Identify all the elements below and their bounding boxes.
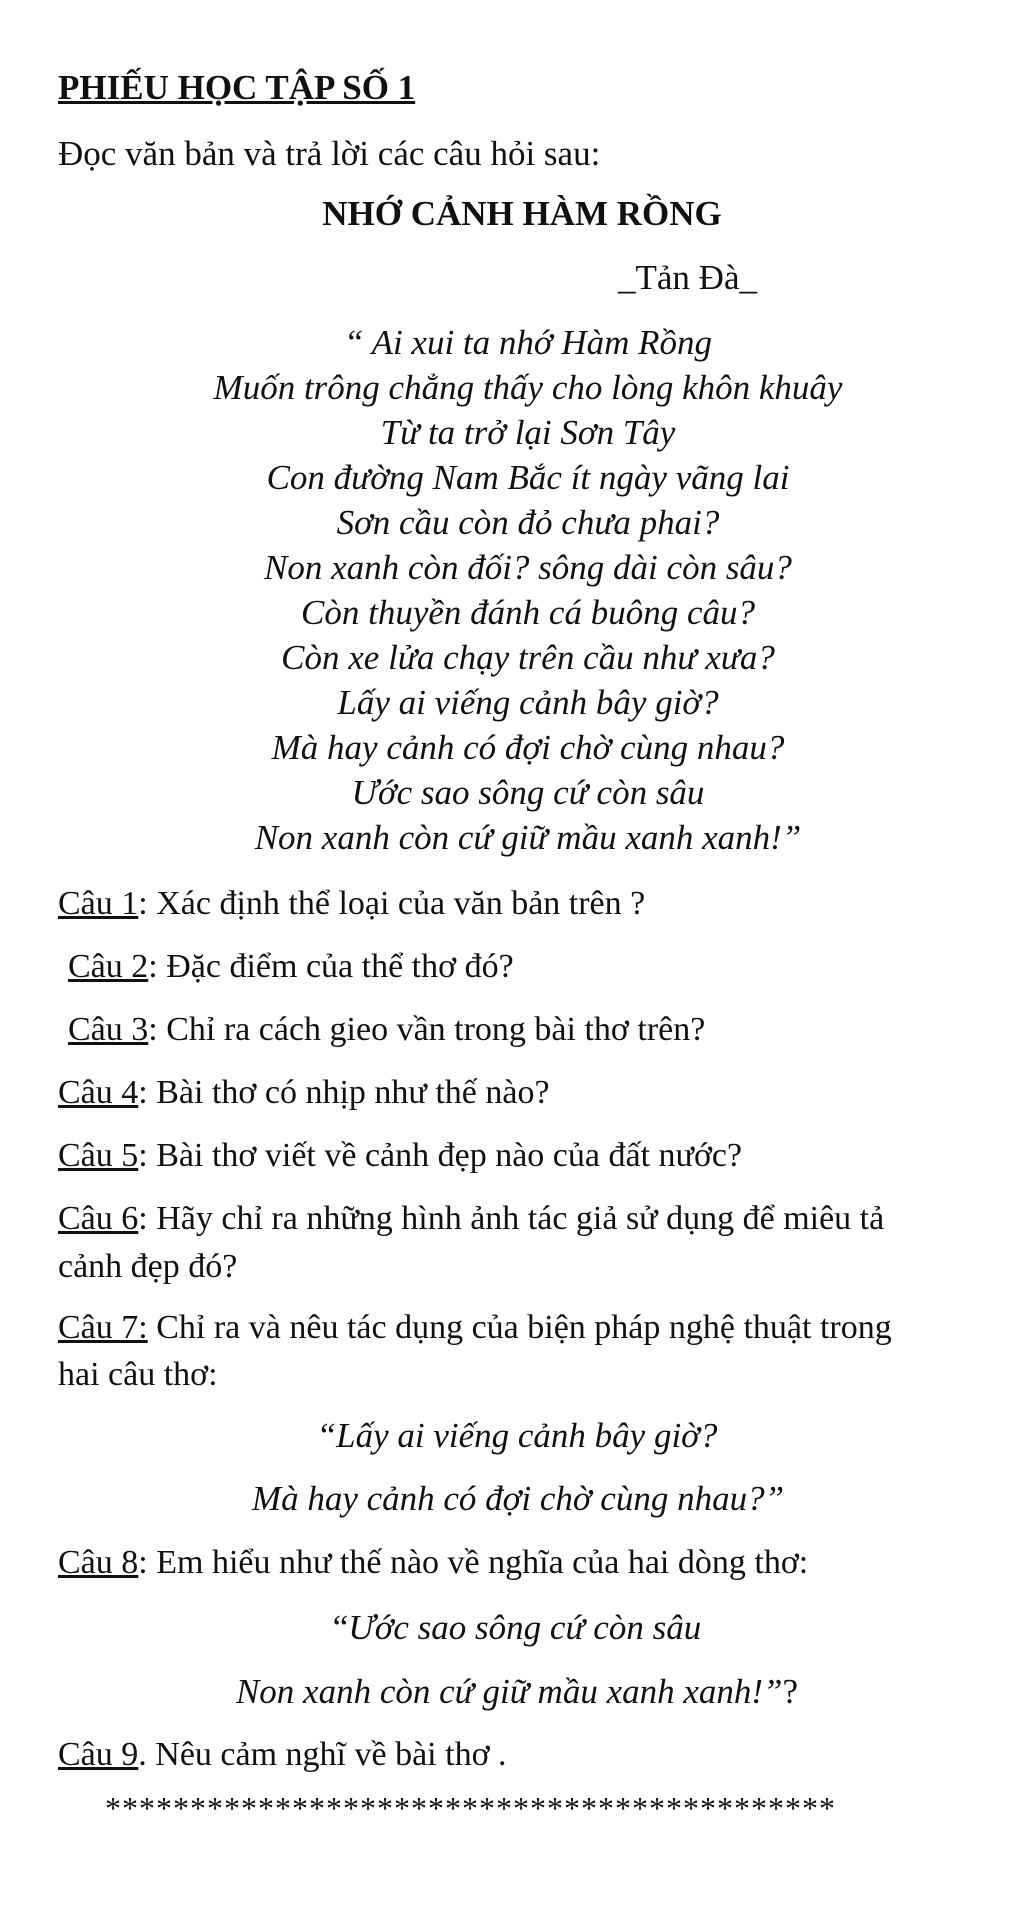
poem-line: Lấy ai viếng cảnh bây giờ? bbox=[337, 683, 719, 722]
poem-line: Con đường Nam Bắc ít ngày vãng lai bbox=[266, 458, 790, 497]
poem-line: Ước sao sông cứ còn sâu bbox=[351, 773, 705, 812]
poem-body bbox=[0, 320, 1024, 860]
question-label: Câu 4 bbox=[58, 1074, 139, 1111]
question-7-quote-line-2: Mà hay cảnh có đợi chờ cùng nhau?” bbox=[251, 1479, 785, 1518]
question-8-quote-line-2 bbox=[0, 1672, 1024, 1712]
question-6 bbox=[58, 1199, 1024, 1239]
question-text: Chỉ ra và nêu tác dụng của biện pháp nghệ thuật trong bbox=[147, 1309, 892, 1346]
question-label: Câu 6 bbox=[58, 1200, 139, 1237]
worksheet-title: PHIẾU HỌC TẬP SỐ 1 bbox=[58, 68, 416, 107]
poem-line: “ Ai xui ta nhớ Hàm Rồng bbox=[343, 323, 713, 362]
question-text: : Hãy chỉ ra những hình ảnh tác giả sử dụng để miêu tả bbox=[138, 1200, 885, 1237]
poem-line: Non xanh còn đối? sông dài còn sâu? bbox=[264, 548, 792, 587]
question-label: Câu 5 bbox=[58, 1137, 139, 1174]
question-9 bbox=[58, 1735, 1024, 1775]
question-8-quote-line-1 bbox=[0, 1608, 1024, 1648]
question-label: Câu 2 bbox=[68, 948, 149, 985]
question-text: : Đặc điểm của thể thơ đó? bbox=[148, 948, 514, 985]
question-6-continuation: cảnh đẹp đó? bbox=[58, 1248, 238, 1285]
question-text: : Xác định thể loại của văn bản trên ? bbox=[138, 885, 646, 922]
question-7 bbox=[58, 1308, 1024, 1348]
question-label: Câu 9 bbox=[58, 1736, 139, 1773]
poem-author: _Tản Đà_ bbox=[618, 258, 757, 297]
question-3 bbox=[68, 1010, 1024, 1050]
question-2 bbox=[68, 947, 1024, 987]
poem-line: Mà hay cảnh có đợi chờ cùng nhau? bbox=[271, 728, 785, 767]
poem-line: Còn xe lửa chạy trên cầu như xưa? bbox=[281, 638, 775, 677]
question-7-quote-line-1: “Lấy ai viếng cảnh bây giờ? bbox=[316, 1416, 718, 1455]
question-label: Câu 1 bbox=[58, 885, 139, 922]
question-text: . Nêu cảm nghĩ về bài thơ . bbox=[138, 1736, 507, 1773]
question-text: : Bài thơ viết về cảnh đẹp nào của đất nước? bbox=[138, 1137, 743, 1174]
question-8 bbox=[58, 1543, 1024, 1583]
question-7-continuation: hai câu thơ: bbox=[58, 1356, 218, 1393]
opening-quote-mark: “ bbox=[332, 1608, 349, 1647]
poem-line: Non xanh còn cứ giữ mầu xanh xanh!” bbox=[254, 818, 802, 857]
poem-line: Từ ta trở lại Sơn Tây bbox=[380, 413, 676, 452]
poem-line: Còn thuyền đánh cá buông câu? bbox=[301, 593, 755, 632]
question-label: Câu 7: bbox=[58, 1309, 148, 1346]
question-text: : Chỉ ra cách gieo vần trong bài thơ trên? bbox=[148, 1011, 706, 1048]
section-divider-stars: ******************************************* bbox=[105, 1790, 836, 1826]
question-text: : Bài thơ có nhịp như thế nào? bbox=[138, 1074, 550, 1111]
question-text: : Em hiểu như thế nào về nghĩa của hai dòng thơ: bbox=[138, 1544, 809, 1581]
question-5 bbox=[58, 1136, 1024, 1176]
poem-title: NHỚ CẢNH HÀM RỒNG bbox=[322, 194, 722, 233]
poem-line: Muốn trông chẳng thấy cho lòng khôn khuây bbox=[213, 368, 843, 407]
question-label: Câu 3 bbox=[68, 1011, 149, 1048]
question-1 bbox=[58, 884, 1024, 924]
instructions-text: Đọc văn bản và trả lời các câu hỏi sau: bbox=[58, 134, 601, 173]
question-mark: ? bbox=[782, 1672, 799, 1711]
question-label: Câu 8 bbox=[58, 1544, 139, 1581]
poem-line: Sơn cầu còn đỏ chưa phai? bbox=[336, 503, 720, 542]
question-4 bbox=[58, 1073, 1024, 1113]
quote-text: Non xanh còn cứ giữ mầu xanh xanh!” bbox=[235, 1672, 783, 1711]
quote-text: Ước sao sông cứ còn sâu bbox=[348, 1608, 702, 1647]
